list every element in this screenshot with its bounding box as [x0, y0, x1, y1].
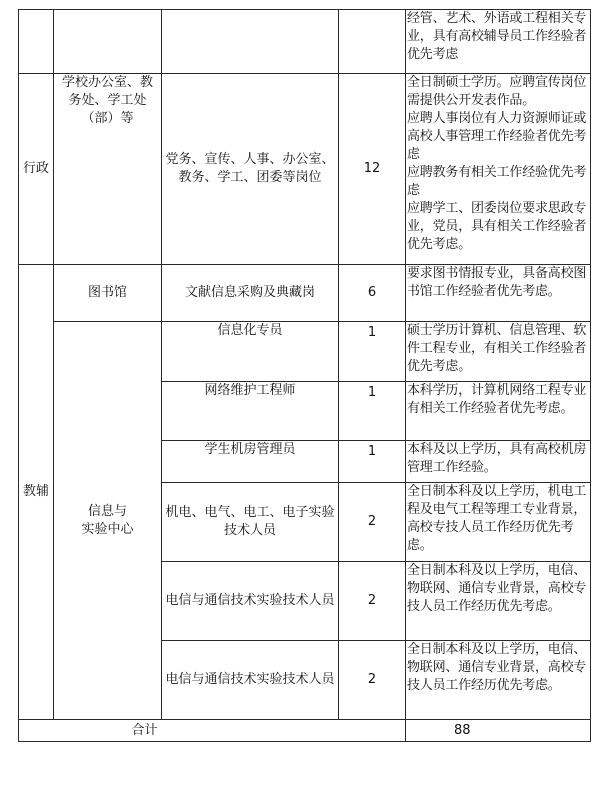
department-cell: 信息与 实验中心: [54, 322, 162, 720]
requirement-cell: [406, 322, 591, 382]
position-cell: [162, 74, 339, 265]
requirement-cell: [406, 265, 591, 322]
position-text: 电信与通信技术实验技术人员: [165, 672, 335, 687]
position-cell: 信息化专员: [162, 322, 339, 382]
position-text: 党务、宣传、人事、办公室、教务、学工、团委等岗位: [165, 152, 335, 185]
requirement-text: 全日制本科及以上学历，机电工程及电气工程等理工专业背景，高校专技人员工作经历优先考虑。: [407, 484, 587, 553]
position-text: 机电、电气、电工、电子实验 技术人员: [165, 505, 361, 538]
count-cell: 1: [339, 441, 406, 483]
total-label: 合计: [19, 720, 406, 742]
requirement-text: 全日制本科及以上学历，电信、物联网、通信专业背景，高校专技人员工作经历优先考虑。: [407, 563, 587, 614]
total-value: 88: [406, 720, 591, 742]
count-cell: 1: [339, 322, 406, 382]
requirement-text: 要求图书情报专业，具备高校图书馆工作经验者优先考虑。: [407, 266, 587, 299]
requirement-text: 本科及以上学历，具有高校机房管理工作经验。: [407, 442, 587, 475]
requirement-text: 经管、艺术、外语或工程相关专业，具有高校辅导员工作经验者优先考虑: [407, 11, 587, 62]
requirement-cell: [406, 562, 591, 641]
position-cell: [162, 10, 339, 74]
position-text: 电信与通信技术实验技术人员: [165, 593, 335, 608]
count-cell: 6: [339, 265, 406, 322]
total-row: [19, 720, 591, 742]
position-cell: 学生机房管理员: [162, 441, 339, 483]
count-cell: 2: [339, 641, 406, 720]
department-cell: [54, 74, 162, 265]
department-cell: [54, 10, 162, 74]
department-cell: 图书馆: [54, 265, 162, 322]
requirement-text: 本科学历，计算机网络工程专业有相关工作经验者优先考虑。: [407, 383, 587, 416]
count-cell: 1: [339, 382, 406, 441]
requirement-cell: [406, 483, 591, 562]
position-cell: 网络维护工程师: [162, 382, 339, 441]
category-cell: 行政: [19, 74, 54, 265]
requirement-text: 应聘教务有相关工作经验优先考虑: [407, 165, 587, 198]
table-row: [19, 74, 591, 265]
requirement-cell: [406, 74, 591, 265]
category-cell: 教辅: [19, 265, 54, 720]
requirement-text: 硕士学历计算机、信息管理、软件工程专业，有相关工作经验者优先考虑。: [407, 323, 587, 374]
category-cell: [19, 10, 54, 74]
position-cell: [162, 562, 339, 641]
requirement-text: 全日制本科及以上学历，电信、物联网、通信专业背景，高校专技人员工作经历优先考虑。: [407, 642, 587, 693]
requirement-text: 应聘学工、团委岗位要求思政专业，党员，具有相关工作经验者优先考虑。: [407, 201, 587, 252]
requirement-text: 全日制硕士学历。应聘宣传岗位需提供公开发表作品。: [407, 75, 587, 108]
position-cell: [162, 483, 361, 562]
table-row: [19, 265, 591, 322]
position-cell: 文献信息采购及典藏岗: [162, 265, 339, 322]
recruitment-table: [18, 9, 591, 742]
table-row: [19, 10, 591, 74]
department-text: 学校办公室、教务处、学工处（部）等: [61, 75, 153, 126]
requirement-text: 应聘人事岗位有人力资源师证或高校人事管理工作经验者优先考虑: [407, 111, 587, 162]
requirement-cell: [406, 641, 591, 720]
position-cell: [162, 641, 339, 720]
requirement-cell: [406, 10, 591, 74]
requirement-cell: [406, 382, 591, 441]
requirement-cell: [406, 441, 591, 483]
table-row: [19, 322, 591, 382]
count-cell: 12: [339, 74, 406, 265]
count-cell: 2: [339, 483, 406, 562]
count-cell: [339, 10, 406, 74]
count-cell: 2: [339, 562, 406, 641]
